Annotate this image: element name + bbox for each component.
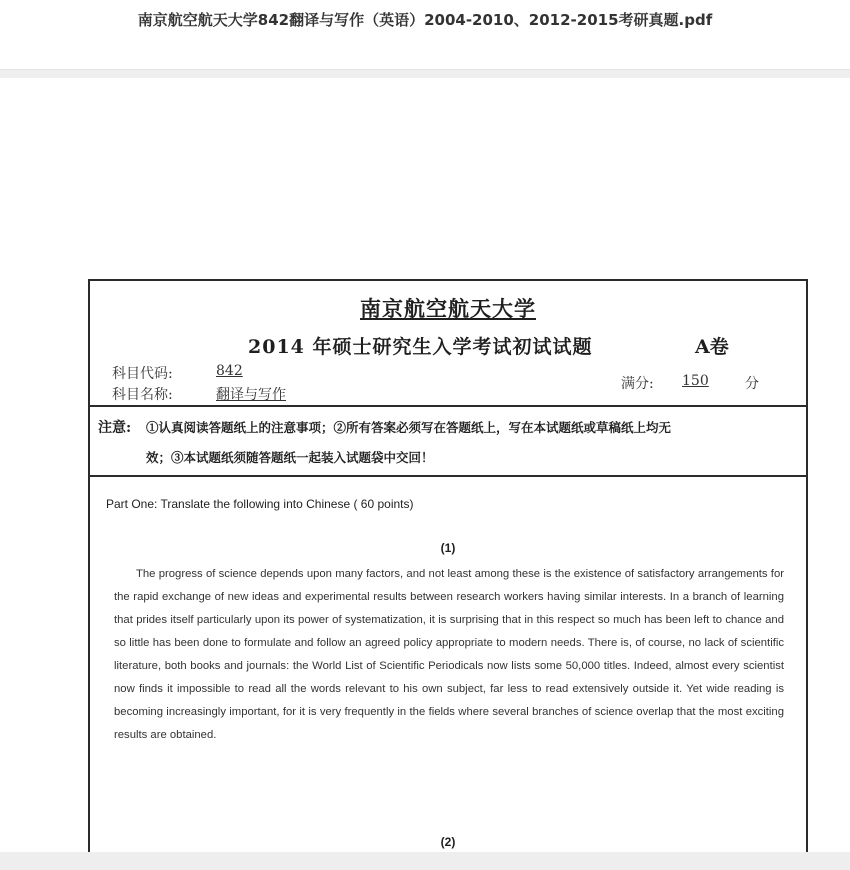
section-heading: Part One: Translate the following into Chinese ( 60 points) bbox=[106, 497, 414, 511]
notice-line-2: 效；③本试题纸须随答题纸一起装入试题袋中交回！ bbox=[146, 450, 434, 465]
notice-line-1: ①认真阅读答题纸上的注意事项；②所有答案必须写在答题纸上，写在本试题纸或草稿纸上均无 bbox=[146, 420, 672, 435]
full-score-label: 满分: bbox=[621, 376, 654, 392]
notice-label: 注意: bbox=[98, 420, 132, 436]
full-score: 150 bbox=[682, 373, 709, 389]
passage-number: (1) bbox=[440, 541, 456, 555]
paper-version: A卷 bbox=[695, 336, 729, 358]
viewer-footer bbox=[0, 852, 850, 870]
document-viewer[interactable] bbox=[0, 78, 850, 852]
notice-section bbox=[90, 406, 806, 477]
document-title: 南京航空航天大学842翻译与写作（英语）2004-2010、2012-2015考研真题.pdf bbox=[137, 11, 713, 29]
exam-title: 2014 年硕士研究生入学考试初试试题 bbox=[248, 336, 593, 358]
subject-name: 翻译与写作 bbox=[216, 387, 286, 403]
full-score-unit: 分 bbox=[745, 376, 759, 392]
exam-header bbox=[90, 281, 806, 407]
exam-page bbox=[88, 279, 808, 852]
viewer-header bbox=[0, 0, 850, 70]
header-divider bbox=[0, 69, 850, 78]
passage-text: The progress of science depends upon many factors, and not least among these is the existence of satisfactory arrangements for the rapid exchange of new ideas and experimental results between research workers having similar interests. In a branch of learning that prides itself particularly upon its power of systematization, it is surprising that in this respect so much has been left to chance and so little has been done to formulate and follow an agreed policy appropriate to modern needs. There is, of course, no lack of scientific literature, both books and journals: the World List of Scientific Periodicals now lists some 50,000 titles. Indeed, almost every scientist now finds it impossible to read all the words relevant to his own subject, far less to read extensively outside it. Yet wide reading is becoming increasingly important, for it is very frequently in the fields where several branches of science overlap that the most exciting results are obtained. bbox=[114, 568, 784, 741]
passage-number: (2) bbox=[440, 835, 456, 849]
subject-code: 842 bbox=[216, 363, 243, 379]
subject-name-label: 科目名称: bbox=[112, 387, 173, 403]
university-name: 南京航空航天大学 bbox=[360, 296, 536, 321]
subject-code-label: 科目代码: bbox=[112, 366, 173, 382]
